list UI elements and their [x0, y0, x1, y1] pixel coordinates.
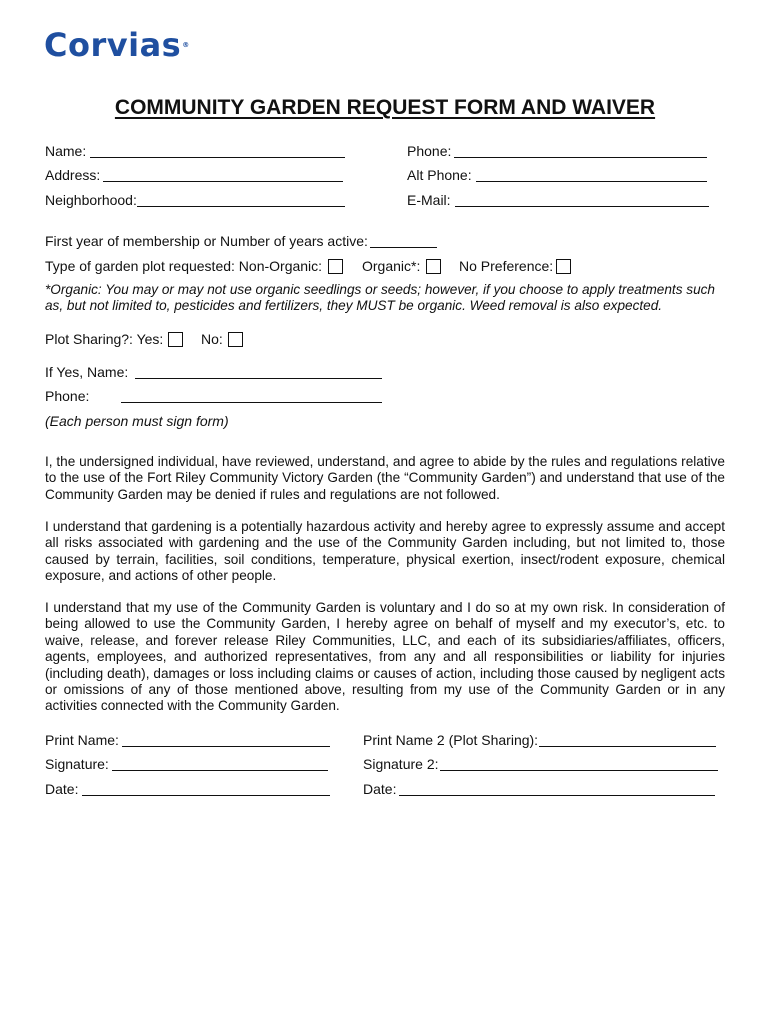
if-yes-name-label: If Yes, Name:: [45, 364, 129, 380]
registered-mark: ®: [182, 41, 190, 49]
print-name-label: Print Name:: [45, 732, 119, 748]
email-field[interactable]: [455, 206, 709, 207]
print-name-2-label: Print Name 2 (Plot Sharing):: [363, 732, 539, 748]
first-year-field[interactable]: [370, 247, 437, 248]
waiver-paragraph-1: I, the undersigned individual, have reviewed, understand, and agree to abide by the rules and regulations relative to the use of the Fort Riley Community Victory Garden (the “Community Garden”) and understand that use of the Community Garden may be denied if rules and regulations are not followed.: [45, 454, 725, 502]
print-name-2-field[interactable]: [539, 746, 716, 747]
corvias-logo: [44, 27, 190, 63]
date-field[interactable]: [82, 795, 330, 796]
neighborhood-field[interactable]: [137, 206, 345, 207]
plot-sharing-yes-checkbox[interactable]: [168, 332, 183, 347]
signature-label: Signature:: [45, 756, 109, 772]
waiver-paragraph-3: I understand that my use of the Community Garden is voluntary and I do so at my own risk. In consideration of being allowed to use the Community Garden, I hereby agree on behalf of myself and my executor’s, etc. to waive, release, and forever release Riley Communities, LLC, and each of its subsidiaries/affiliates, officers, agents, employees, and authorized representatives, from any and all responsibilities or liability for injuries (including death), damages or loss including claims or causes of action, including those caused by negligent acts or omissions of any of those mentioned above, resulting from my use of the Community Garden or in any activities connected with the Community Garden.: [45, 600, 725, 714]
each-person-sign-note: (Each person must sign form): [45, 413, 229, 429]
logo-text: Corvias: [44, 26, 182, 64]
signature-2-field[interactable]: [440, 770, 718, 771]
sharing-phone-field[interactable]: [121, 402, 382, 403]
organic-note: *Organic: You may or may not use organic seedlings or seeds; however, if you choose to apply treatments such as, but not limited to, pesticides and fertilizers, they MUST be organic. Weed removal is also expected.: [45, 282, 715, 314]
alt-phone-label: Alt Phone:: [407, 167, 472, 183]
date-2-label: Date:: [363, 781, 397, 797]
organic-label: Organic*:: [362, 258, 421, 274]
waiver-paragraph-2: I understand that gardening is a potentially hazardous activity and hereby agree to expressly assume and accept all risks associated with gardening and the use of the Community Garden including, but not limited to, those caused by terrain, facilities, soil conditions, temperature, physical exertion, insect/rodent exposure, chemical exposure, and actions of other people.: [45, 519, 725, 584]
neighborhood-label: Neighborhood:: [45, 192, 137, 208]
address-label: Address:: [45, 167, 101, 183]
organic-checkbox[interactable]: [426, 259, 441, 274]
address-field[interactable]: [103, 181, 343, 182]
plot-sharing-label: Plot Sharing?: Yes:: [45, 331, 164, 347]
date-2-field[interactable]: [399, 795, 715, 796]
email-label: E-Mail:: [407, 192, 451, 208]
name-field[interactable]: [90, 157, 345, 158]
non-organic-checkbox[interactable]: [328, 259, 343, 274]
print-name-field[interactable]: [122, 746, 330, 747]
no-preference-checkbox[interactable]: [556, 259, 571, 274]
alt-phone-field[interactable]: [476, 181, 707, 182]
plot-type-label: Type of garden plot requested: Non-Organic:: [45, 258, 323, 274]
sharing-name-field[interactable]: [135, 378, 382, 379]
sharing-phone-label: Phone:: [45, 388, 90, 404]
phone-label: Phone:: [407, 143, 452, 159]
signature-2-label: Signature 2:: [363, 756, 439, 772]
first-year-label: First year of membership or Number of years active:: [45, 233, 368, 249]
no-preference-label: No Preference:: [459, 258, 554, 274]
plot-sharing-no-checkbox[interactable]: [228, 332, 243, 347]
plot-sharing-no-label: No:: [201, 331, 223, 347]
date-label: Date:: [45, 781, 79, 797]
name-label: Name:: [45, 143, 87, 159]
signature-field[interactable]: [112, 770, 328, 771]
form-title: COMMUNITY GARDEN REQUEST FORM AND WAIVER: [114, 96, 656, 119]
phone-field[interactable]: [454, 157, 707, 158]
